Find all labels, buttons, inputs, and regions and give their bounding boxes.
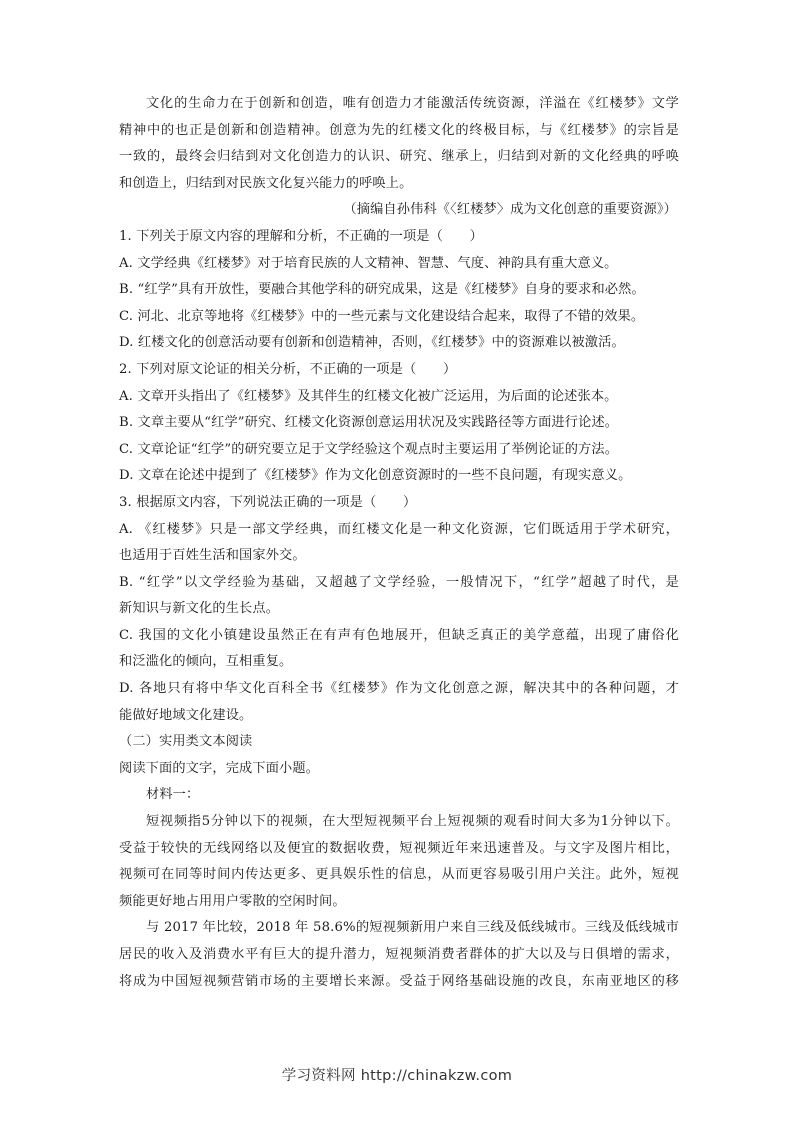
- question-2-option-b: B. 文章主要从“红学”研究、红楼文化资源创意运用状况及实践路径等方面进行论述。: [119, 415, 619, 431]
- passage-line: 文化的生命力在于创新和创造，唯有创造力才能激活传统资源，洋溢在《红楼梦》文学: [146, 96, 679, 111]
- question-3-stem: 3. 根据原文内容，下列说法正确的一项是（ ）: [119, 494, 417, 510]
- passage-line: 和创造上，归结到对民族文化复兴能力的呼唤上。: [119, 175, 413, 191]
- passage-line: 一致的，最终会归结到对文化创造力的认识、研究、继承上，归结到对新的文化经典的呼唤: [119, 149, 679, 165]
- question-3-option-c: C. 我国的文化小镇建设虽然正在有声有色地展开，但缺乏真正的美学意蕴，出现了庸俗化: [119, 627, 679, 643]
- footer-watermark: 学习资料网 http://chinakzw.com: [281, 1068, 513, 1084]
- question-3-option-d-cont: 能做好地域文化建设。: [119, 707, 253, 723]
- material-paragraph-line: 居民的收入及消费水平有巨大的提升潜力，短视频消费者群体的扩大以及与日俱增的需求，: [119, 947, 679, 962]
- question-1-option-d: D. 红楼文化的创意活动要有创新和创造精神，否则，《红楼梦》中的资源难以被激活。: [119, 335, 625, 351]
- question-1-stem: 1. 下列关于原文内容的理解和分析，不正确的一项是（ ）: [119, 228, 483, 244]
- question-2-option-a: A. 文章开头指出了《红楼梦》及其伴生的红楼文化被广泛运用，为后面的论述张本。: [119, 388, 618, 404]
- question-2-option-c: C. 文章论证“红学”的研究要立足于文学经验这个观点时主要运用了举例论证的方法。: [119, 441, 619, 457]
- question-3-option-a: A. 《红楼梦》只是一部文学经典，而红楼文化是一种文化资源，它们既适用于学术研究，: [119, 521, 679, 537]
- material-paragraph-line: 将成为中国短视频营销市场的主要增长来源。受益于网络基础设施的改良，东南亚地区的移: [119, 973, 679, 989]
- question-3-option-a-cont: 也适用于百姓生活和国家外交。: [119, 548, 306, 564]
- material-paragraph-line: 视频可在同等时间内传达更多、更具娱乐性的信息，从而更容易吸引用户关注。此外，短视: [119, 867, 679, 883]
- question-3-option-b-cont: 新知识与新文化的生长点。: [119, 601, 280, 617]
- material-label: 材料一：: [146, 787, 200, 803]
- section-heading: （二）实用类文本阅读: [119, 734, 253, 750]
- material-paragraph-line: 与 2017 年比较，2018 年 58.6%的短视频新用户来自三线及低线城市。三线及低线城市: [146, 920, 679, 936]
- question-3-option-c-cont: 和泛滥化的倾向，互相重复。: [119, 654, 293, 670]
- question-3-option-b: B. “红学”以文学经验为基础，又超越了文学经验，一般情况下，“红学”超越了时代，是: [119, 574, 679, 590]
- question-1-option-c: C. 河北、北京等地将《红楼梦》中的一些元素与文化建设结合起来，取得了不错的效果。: [119, 308, 645, 324]
- question-2-option-d: D. 文章在论述中提到了《红楼梦》作为文化创意资源时的一些不良问题，有现实意义。: [119, 468, 632, 484]
- material-paragraph-line: 短视频指5分钟以下的视频，在大型短视频平台上短视频的观看时间大多为1分钟以下。: [146, 814, 679, 830]
- passage-line: 精神中的也正是创新和创造精神。创意为先的红楼文化的终极目标，与《红楼梦》的宗旨是: [119, 122, 679, 138]
- material-paragraph-line: 受益于较快的无线网络以及便宜的数据收费，短视频近年来迅速普及。与文字及图片相比，: [119, 840, 679, 856]
- source-citation: （摘编自孙伟科《〈红楼梦〉成为文化创意的重要资源》）: [343, 202, 677, 218]
- material-paragraph-line: 频能更好地占用用户零散的空闲时间。: [119, 893, 346, 909]
- question-1-option-a: A. 文学经典《红楼梦》对于培育民族的人文精神、智慧、气度、神韵具有重大意义。: [119, 255, 618, 271]
- document-body: [119, 91, 679, 995]
- question-1-option-b: B. “红学”具有开放性，要融合其他学科的研究成果，这是《红楼梦》自身的要求和必然。: [119, 282, 645, 298]
- section-instruction: 阅读下面的文字，完成下面小题。: [119, 760, 320, 776]
- question-3-option-d: D. 各地只有将中华文化百科全书《红楼梦》作为文化创意之源，解决其中的各种问题，才: [119, 681, 679, 697]
- question-2-stem: 2. 下列对原文论证的相关分析，不正确的一项是（ ）: [119, 361, 457, 377]
